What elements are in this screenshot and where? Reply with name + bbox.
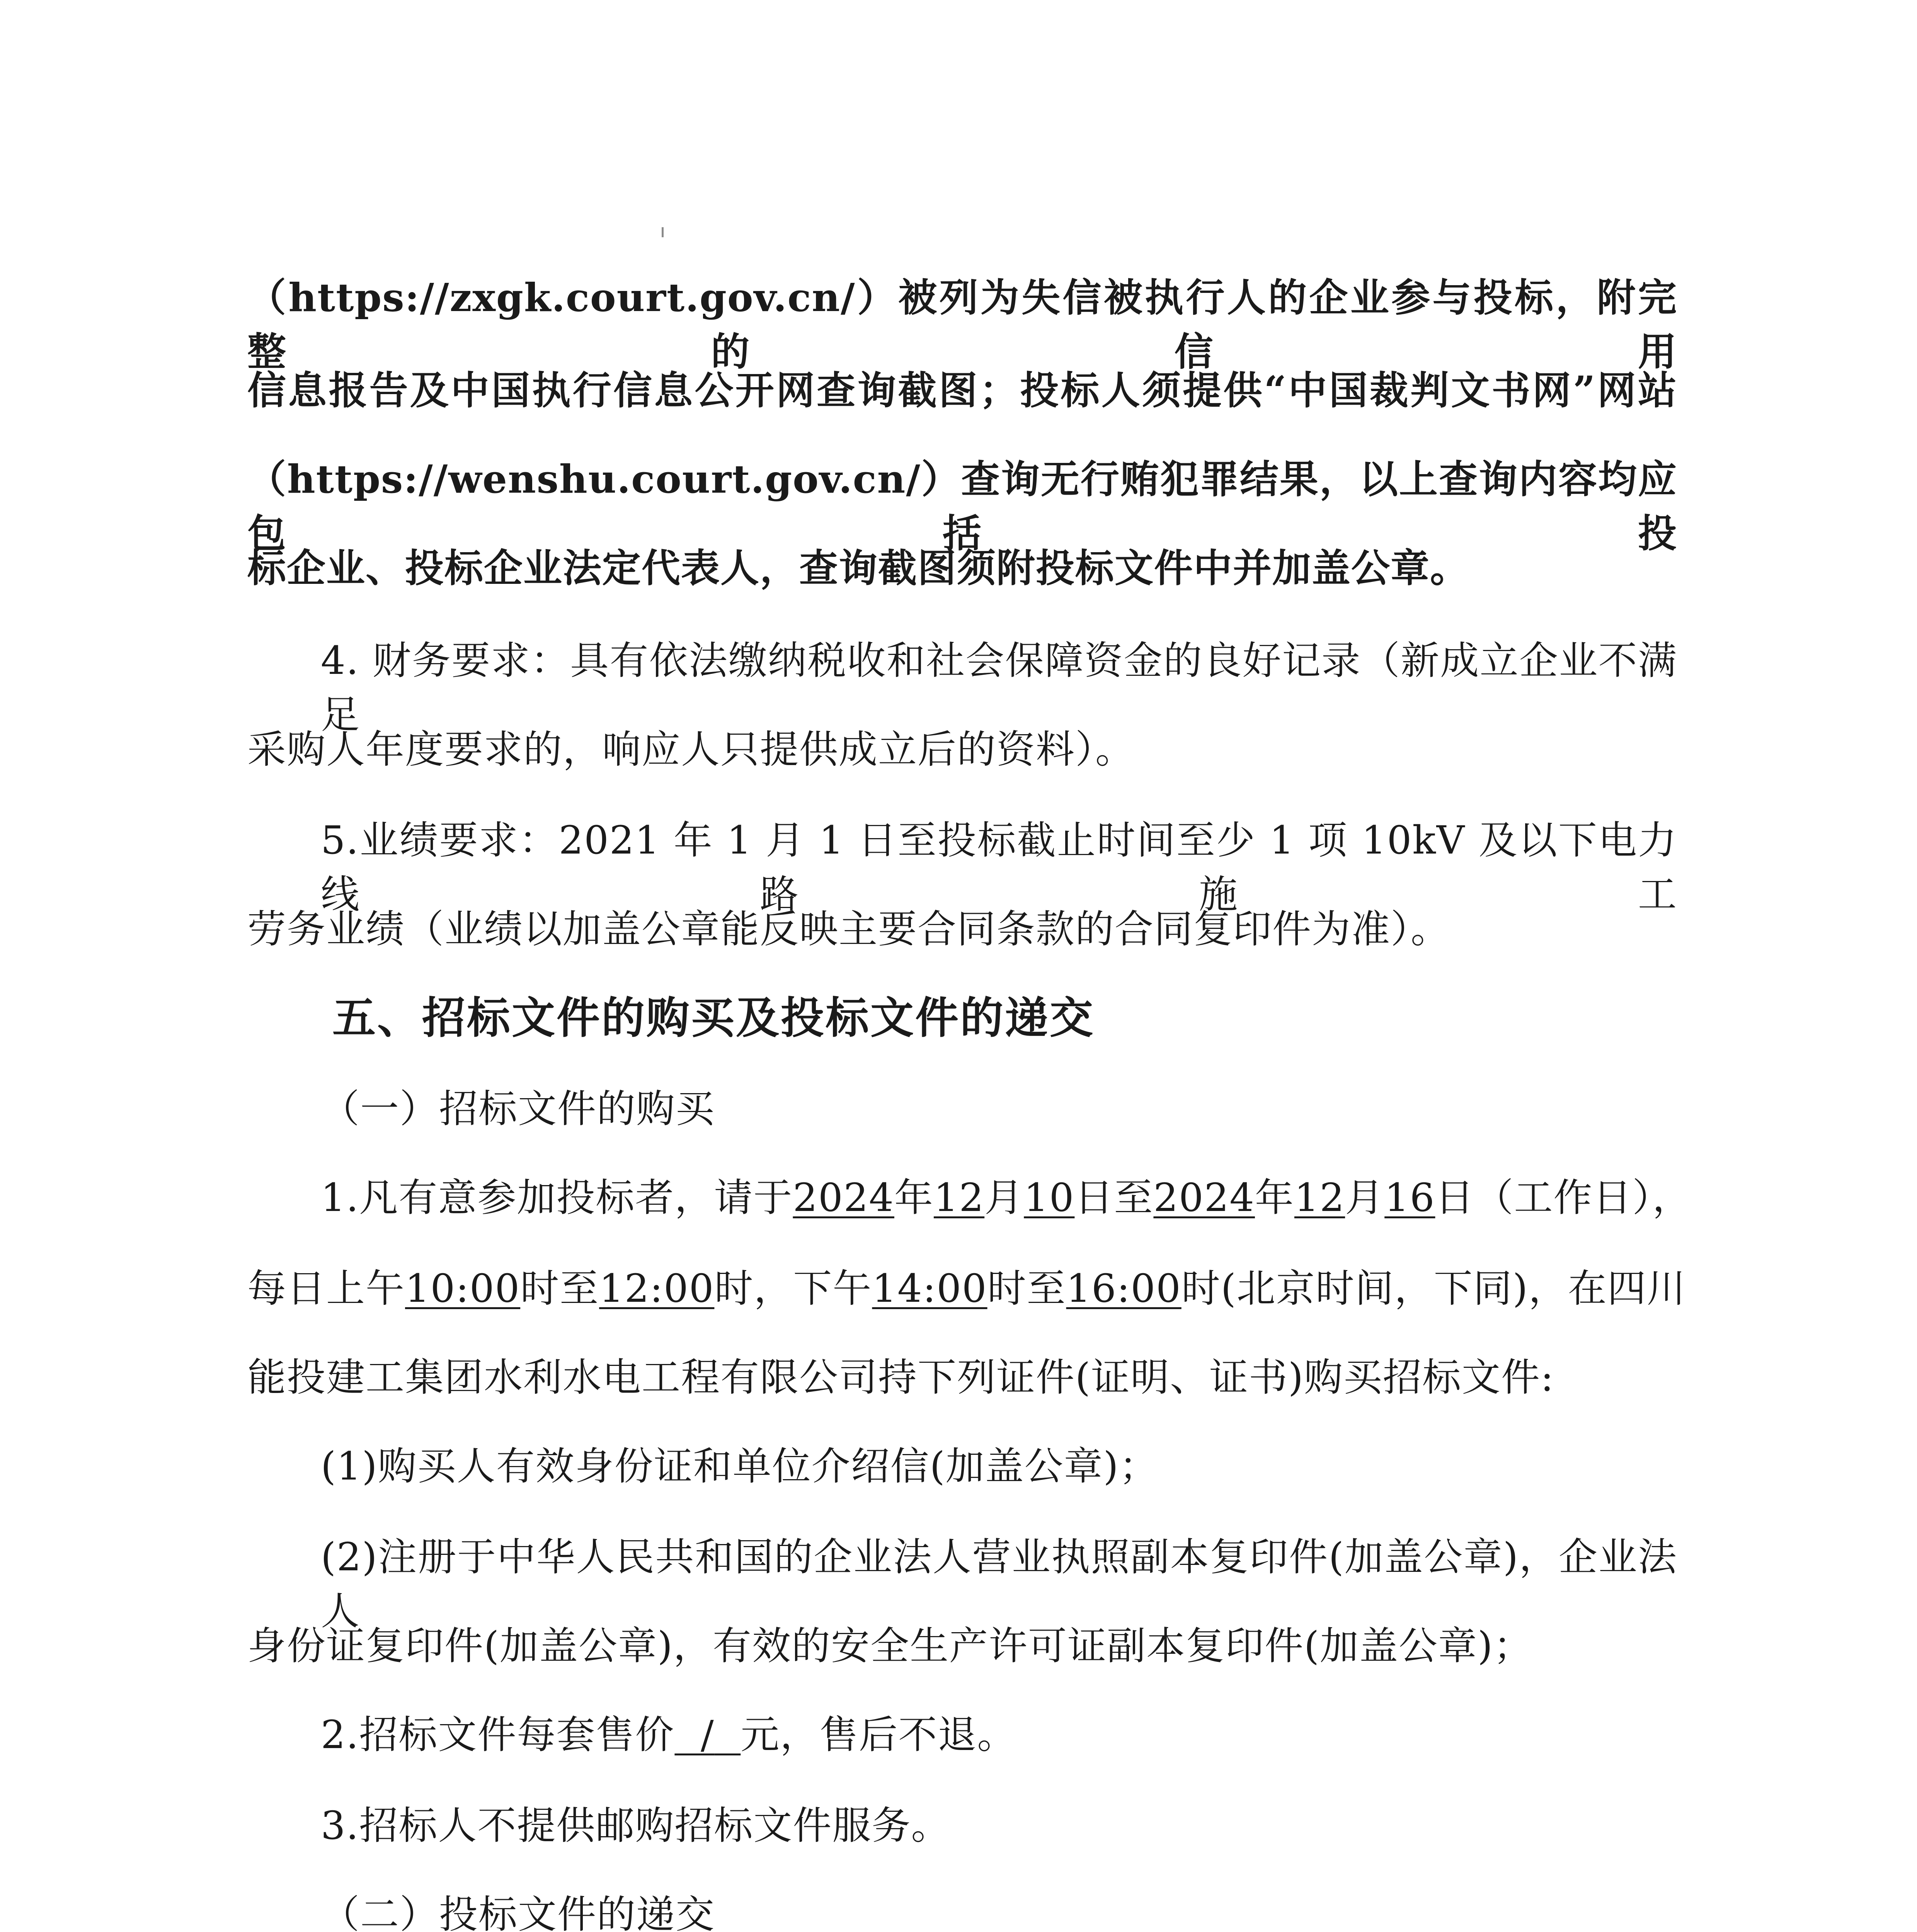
no-mail-order-line: 3.招标人不提供邮购招标文件服务。 xyxy=(321,1803,951,1848)
morning-start-time: 10:00 xyxy=(405,1266,521,1311)
performance-requirement-line-1: 5.业绩要求：2021 年 1 月 1 日至投标截止时间至少 1 项 10kV 及以下电力线路施工 xyxy=(321,818,1677,917)
purchase-doc-item-1: (1)购买人有效身份证和单位介绍信(加盖公章)； xyxy=(321,1444,1159,1489)
scan-speck xyxy=(662,227,664,237)
document-price-line: 2.招标文件每套售价 / 元，售后不退。 xyxy=(321,1712,1017,1757)
purchase-period-line: 1.凡有意参加投标者，请于2024年12月10日至2024年12月16日（工作日）， xyxy=(321,1175,1692,1220)
performance-requirement-line-2: 劳务业绩（业绩以加盖公章能反映主要合同条款的合同复印件为准）。 xyxy=(247,906,1450,952)
finance-requirement-line-1: 4. 财务要求：具有依法缴纳税收和社会保障资金的良好记录（新成立企业不满足 xyxy=(321,638,1677,737)
subsection-purchase-heading: （一）招标文件的购买 xyxy=(321,1086,715,1131)
end-month: 12 xyxy=(1294,1175,1345,1220)
start-year: 2024 xyxy=(793,1175,894,1220)
start-month: 12 xyxy=(933,1175,985,1220)
end-year: 2024 xyxy=(1153,1175,1255,1220)
paragraph-credit-line-4: 标企业、投标企业法定代表人，查询截图须附投标文件中并加盖公章。 xyxy=(247,545,1469,591)
end-day: 16 xyxy=(1384,1175,1435,1220)
purchase-location-line: 能投建工集团水利水电工程有限公司持下列证件(证明、证书)购买招标文件: xyxy=(247,1355,1554,1400)
document-price: / xyxy=(701,1712,715,1757)
start-day: 10 xyxy=(1024,1175,1075,1220)
subsection-submission-heading: （二）投标文件的递交 xyxy=(321,1892,715,1932)
section-5-heading: 五、招标文件的购买及投标文件的递交 xyxy=(332,993,1095,1043)
paragraph-credit-line-2: 信息报告及中国执行信息公开网查询截图；投标人须提供“中国裁判文书网”网站 xyxy=(247,367,1677,413)
purchase-doc-item-2-line-2: 身份证复印件(加盖公章)，有效的安全生产许可证副本复印件(加盖公章)； xyxy=(247,1623,1533,1668)
purchase-hours-line: 每日上午10:00时至12:00时，下午14:00时至16:00时(北京时间，下同)，在四川 xyxy=(247,1266,1686,1311)
paragraph-credit-line-1: （https://zxgk.court.gov.cn/）被列为失信被执行人的企业参与投标，附完整的信用 xyxy=(247,275,1677,374)
morning-end-time: 12:00 xyxy=(599,1266,715,1311)
purchase-doc-item-2-line-1: (2)注册于中华人民共和国的企业法人营业执照副本复印件(加盖公章)，企业法人 xyxy=(321,1534,1677,1634)
afternoon-end-time: 16:00 xyxy=(1066,1266,1182,1311)
afternoon-start-time: 14:00 xyxy=(872,1266,987,1311)
paragraph-credit-line-3: （https://wenshu.court.gov.cn/）查询无行贿犯罪结果，以上查询内容均应包括投 xyxy=(247,456,1677,556)
finance-requirement-line-2: 采购人年度要求的，响应人只提供成立后的资料）。 xyxy=(247,727,1135,772)
